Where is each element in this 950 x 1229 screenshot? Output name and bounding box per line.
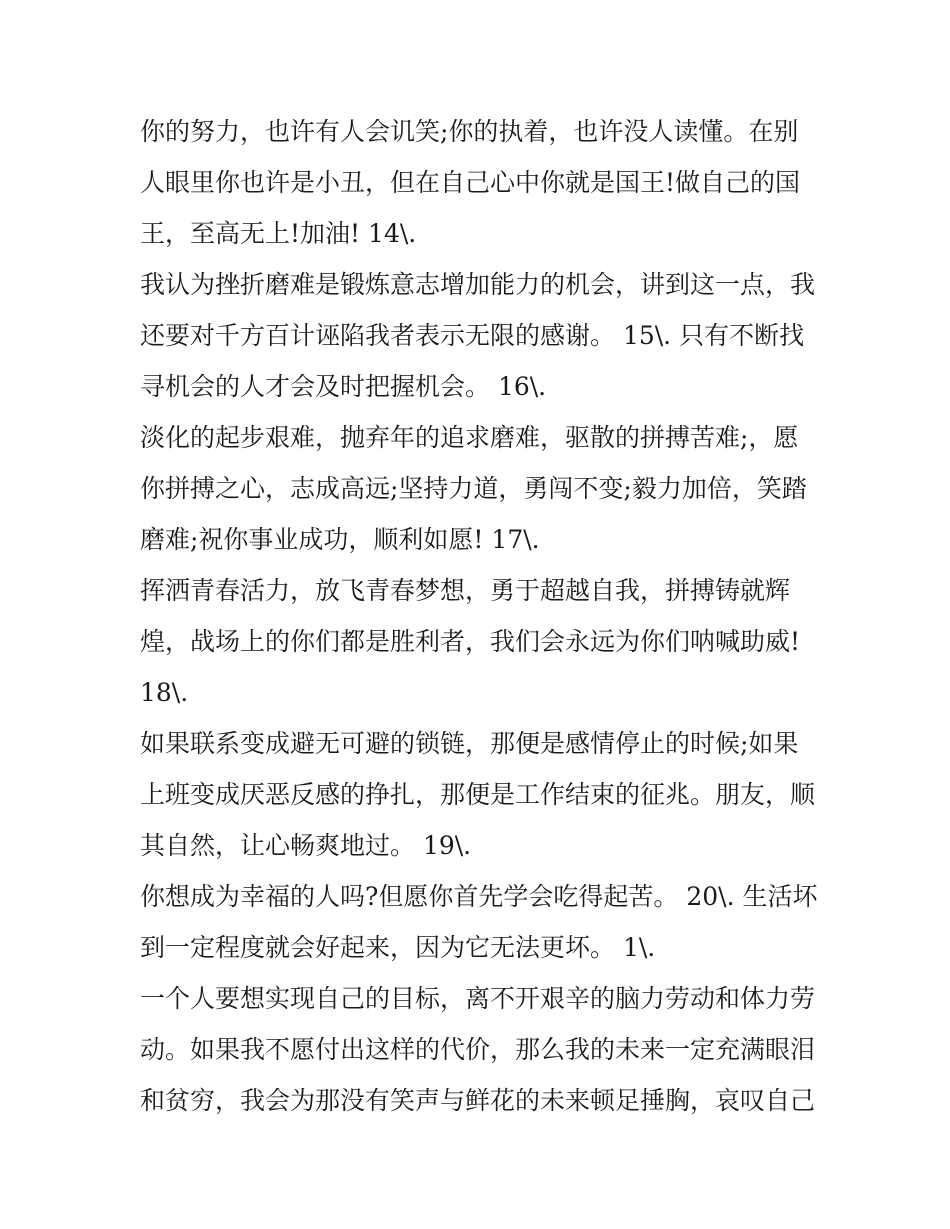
text-line: 人眼里你也许是小丑，但在自己心中你就是国王!做自己的国	[140, 168, 801, 197]
text-line: 你拼搏之心，志成高远;坚持力道，勇闯不变;毅力加倍，笑踏	[140, 474, 807, 503]
text-line: 一个人要想实现自己的目标，离不开艰辛的脑力劳动和体力劳	[140, 984, 816, 1013]
text-line: 上班变成厌恶反感的挣扎，那便是工作结束的征兆。朋友，顺	[140, 780, 816, 809]
text-line: 磨难;祝你事业成功，顺利如愿! 17\.	[140, 525, 540, 554]
text-line: 王，至高无上!加油! 14\.	[140, 219, 417, 248]
text-line: 你想成为幸福的人吗?但愿你首先学会吃得起苦。 20\. 生活坏	[140, 882, 818, 911]
text-line: 淡化的起步艰难，抛弃年的追求磨难，驱散的拼搏苦难;，愿	[140, 423, 799, 452]
text-line: 挥洒青春活力，放飞青春梦想，勇于超越自我，拼搏铸就辉	[140, 576, 791, 605]
text-line: 我认为挫折磨难是锻炼意志增加能力的机会，讲到这一点，我	[140, 270, 816, 299]
document-body	[140, 106, 820, 1126]
text-line: 和贫穷，我会为那没有笑声与鲜花的未来顿足捶胸，哀叹自己	[140, 1086, 816, 1115]
text-line: 寻机会的人才会及时把握机会。 16\.	[140, 372, 547, 401]
text-line: 18\.	[140, 678, 189, 707]
text-line: 如果联系变成避无可避的锁链，那便是感情停止的时候;如果	[140, 729, 799, 758]
text-line: 还要对千方百计诬陷我者表示无限的感谢。 15\. 只有不断找	[140, 321, 805, 350]
text-line: 动。如果我不愿付出这样的代价，那么我的未来一定充满眼泪	[140, 1035, 816, 1064]
text-line: 煌，战场上的你们都是胜利者，我们会永远为你们呐喊助威!	[140, 627, 801, 656]
text-line: 其自然，让心畅爽地过。 19\.	[140, 831, 472, 860]
text-line: 到一定程度就会好起来，因为它无法更坏。 1\.	[140, 933, 656, 962]
text-line: 你的努力，也许有人会讥笑;你的执着，也许没人读懂。在别	[140, 117, 799, 146]
